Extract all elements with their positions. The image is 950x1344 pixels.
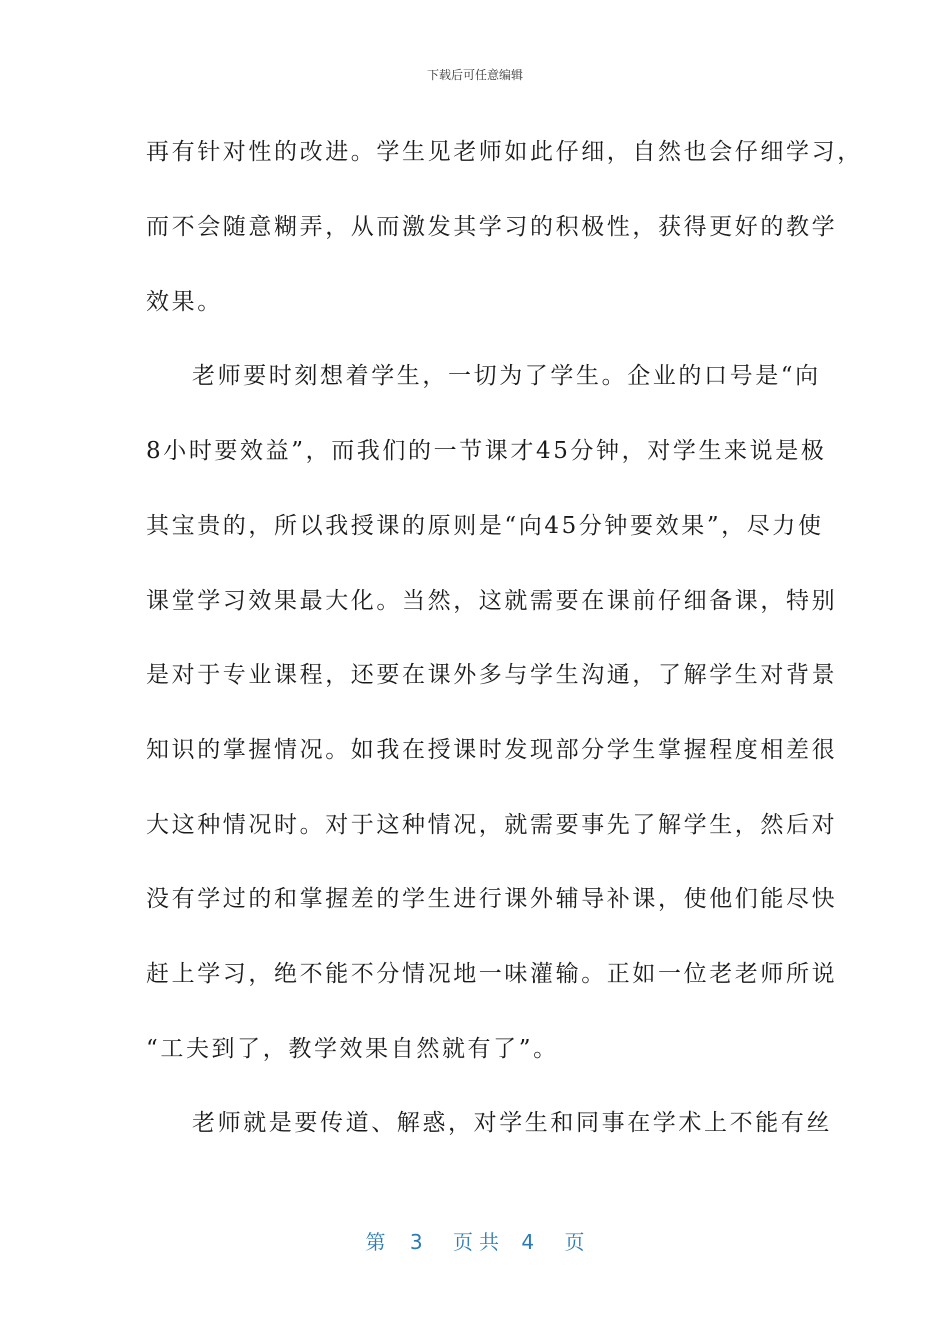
page-footer	[0, 1226, 950, 1255]
footer-suffix: 页	[564, 1230, 585, 1254]
paragraph-line: 其宝贵的，所以我授课的原则是“向45分钟要效果”，尽力使	[146, 513, 824, 539]
paragraph-line: 再有针对性的改进。学生见老师如此仔细，自然也会仔细学习，	[146, 139, 863, 165]
total-page-count: 4	[521, 1230, 535, 1254]
footer-prefix: 第	[365, 1230, 386, 1254]
paragraph-line: 是对于专业课程，还要在课外多与学生沟通，了解学生对背景	[146, 662, 838, 688]
current-page-number: 3	[409, 1230, 423, 1254]
paragraph-line: 老师就是要传道、解惑，对学生和同事在学术上不能有丝	[192, 1110, 832, 1136]
paragraph-line: 知识的掌握情况。如我在授课时发现部分学生掌握程度相差很	[146, 737, 838, 763]
paragraph-line: 课堂学习效果最大化。当然，这就需要在课前仔细备课，特别	[146, 588, 838, 614]
paragraph-line: 没有学过的和掌握差的学生进行课外辅导补课，使他们能尽快	[146, 886, 838, 912]
paragraph-line: “工夫到了，教学效果自然就有了”。	[146, 1036, 559, 1062]
paragraph-line: 老师要时刻想着学生，一切为了学生。企业的口号是“向	[192, 363, 821, 389]
paragraph-line: 效果。	[146, 289, 223, 315]
page-header: 下载后可任意编辑	[426, 68, 523, 82]
paragraph-line: 8小时要效益”，而我们的一节课才45分钟，对学生来说是极	[146, 438, 827, 464]
paragraph-line: 大这种情况时。对于这种情况，就需要事先了解学生，然后对	[146, 812, 838, 838]
paragraph-line: 而不会随意糊弄，从而激发其学习的积极性，获得更好的教学	[146, 214, 838, 240]
paragraph-line: 赶上学习，绝不能不分情况地一味灌输。正如一位老老师所说	[146, 961, 838, 987]
footer-middle: 页共	[453, 1230, 505, 1254]
